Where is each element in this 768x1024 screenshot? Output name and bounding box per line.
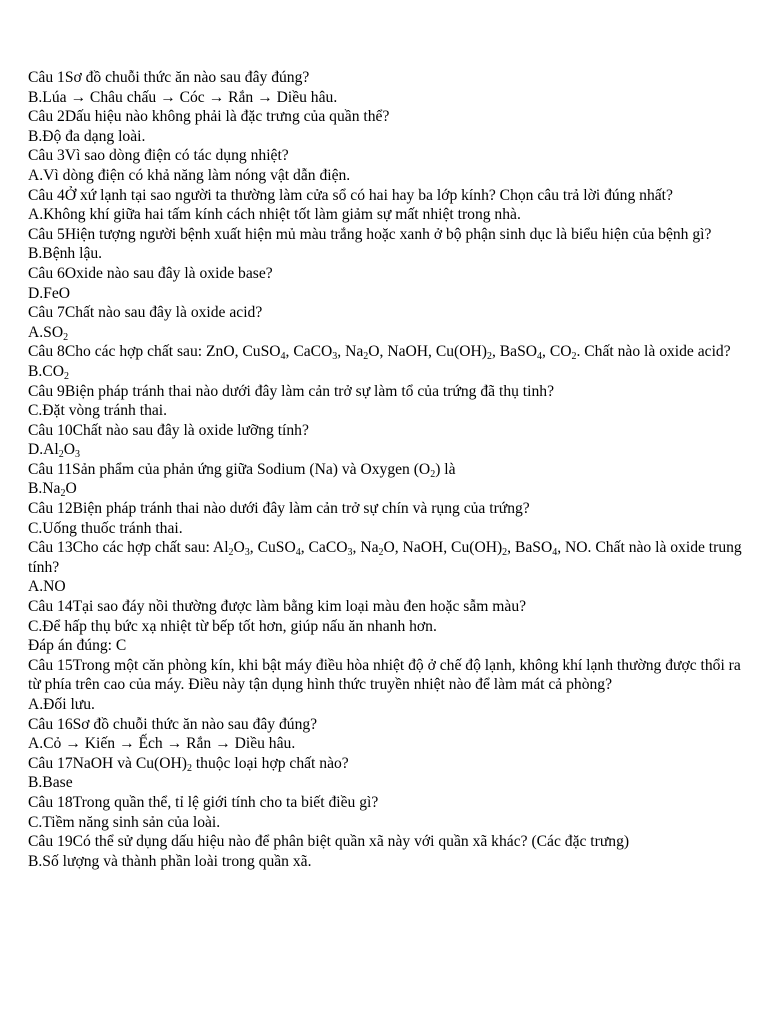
document-line: C.Đặt vòng tránh thai. <box>28 402 168 420</box>
document-line: Đáp án đúng: C <box>28 637 127 655</box>
document-line: A.Đối lưu. <box>28 696 95 713</box>
document-line: Câu 4Ở xứ lạnh tại sao người ta thường làm cửa sổ có hai hay ba lớp kính? Chọn câu trả lời đúng nhất? <box>28 186 673 204</box>
document-line: Câu 19Có thể sử dụng dấu hiệu nào để phân biệt quần xã này với quần xã khác? (Các đặc trưng) <box>28 833 630 851</box>
document-line: $A.SO_2$ <box>28 323 69 343</box>
document-line: Câu 1Sơ đồ chuỗi thức ăn nào sau đây đúng? <box>28 69 310 86</box>
document-line: D.FeO <box>28 284 71 302</box>
document-line: Câu 9Biện pháp tránh thai nào dưới đây làm cản trở sự làm tổ của trứng đã thụ tinh? <box>28 382 554 400</box>
document-line: B.Bệnh lậu. <box>28 245 103 263</box>
document-line: C.Tiềm năng sinh sản của loài. <box>28 813 221 831</box>
document-line: Câu 7Chất nào sau đây là oxide acid? <box>28 304 263 322</box>
document-line: B.Base <box>28 774 73 792</box>
document-line: Câu 3Vì sao dòng điện có tác dụng nhiệt? <box>28 147 289 165</box>
document-line: Câu 8Cho các hợp chất sau: ZnO, CuSO$_4$, CaCO$_3$, $Na_2O$, NaOH, $Cu(OH)_2$, BaSO$_4$, $CO_2$. Chất nào là oxide acid? <box>28 343 731 363</box>
document-line: Câu 18Trong quần thể, tỉ lệ giới tính cho ta biết điều gì? <box>28 793 379 811</box>
document-line: $B.Na_2O$ <box>28 480 77 500</box>
document-line: B.Lúa → Châu chấu → Cóc → Rắn → Diều hâu. <box>28 88 338 106</box>
document-line: C.Để hấp thụ bức xạ nhiệt từ bếp tốt hơn, giúp nấu ăn nhanh hơn. <box>28 617 437 635</box>
document-line: B.Độ đa dạng loài. <box>28 127 146 145</box>
document-line: A.Cỏ → Kiến → Ếch → Rắn → Diều hâu. <box>28 735 296 753</box>
document-line: $B.CO_2$ <box>28 362 69 382</box>
document-line: A.Vì dòng điện có khả năng làm nóng vật dẫn điện. <box>28 166 351 184</box>
document-body <box>28 68 744 871</box>
document-line: A.NO <box>28 578 66 596</box>
document-line: $D.Al_2O_3$ <box>28 441 81 461</box>
document-line: Câu 17NaOH và $Cu(OH)_2$ thuộc loại hợp chất nào? <box>28 754 349 774</box>
document-line: Câu 13Cho các hợp chất sau: $Al_2O_3$, CuSO$_4$, CaCO$_3$, $Na_2O$, NaOH, $Cu(OH)_2$, BaSO$_4$, NO. Chất nào là oxide trung tính? <box>28 539 742 576</box>
document-line: Câu 11Sản phẩm của phản ứng giữa Sodium (Na) và Oxygen $(O_2)$ là <box>28 460 456 480</box>
document-line: A.Không khí giữa hai tấm kính cách nhiệt tốt làm giảm sự mất nhiệt trong nhà. <box>28 206 521 224</box>
document-line: Câu 2Dấu hiệu nào không phải là đặc trưng của quần thể? <box>28 108 390 126</box>
document-line: C.Uống thuốc tránh thai. <box>28 519 183 537</box>
document-line: Câu 10Chất nào sau đây là oxide lưỡng tính? <box>28 421 309 439</box>
document-line: Câu 6Oxide nào sau đây là oxide base? <box>28 264 273 282</box>
document-line: Câu 5Hiện tượng người bệnh xuất hiện mủ màu trắng hoặc xanh ở bộ phận sinh dục là biểu hiện của bệnh gì? <box>28 225 712 243</box>
document-line: Câu 15Trong một căn phòng kín, khi bật máy điều hòa nhiệt độ ở chế độ lạnh, không khí lạnh thường được thổi ra từ phía trên cao của máy. Điều này tận dụng hình thức truyền nhiệt nào để làm mát cả phòng? <box>28 656 741 694</box>
document-line: Câu 16Sơ đồ chuỗi thức ăn nào sau đây đúng? <box>28 715 318 733</box>
document-line: Câu 12Biện pháp tránh thai nào dưới đây làm cản trở sự chín và rụng của trứng? <box>28 500 530 518</box>
document-line: Câu 14Tại sao đáy nồi thường được làm bằng kim loại màu đen hoặc sẫm màu? <box>28 598 527 616</box>
document-line: B.Số lượng và thành phần loài trong quần xã. <box>28 852 312 870</box>
